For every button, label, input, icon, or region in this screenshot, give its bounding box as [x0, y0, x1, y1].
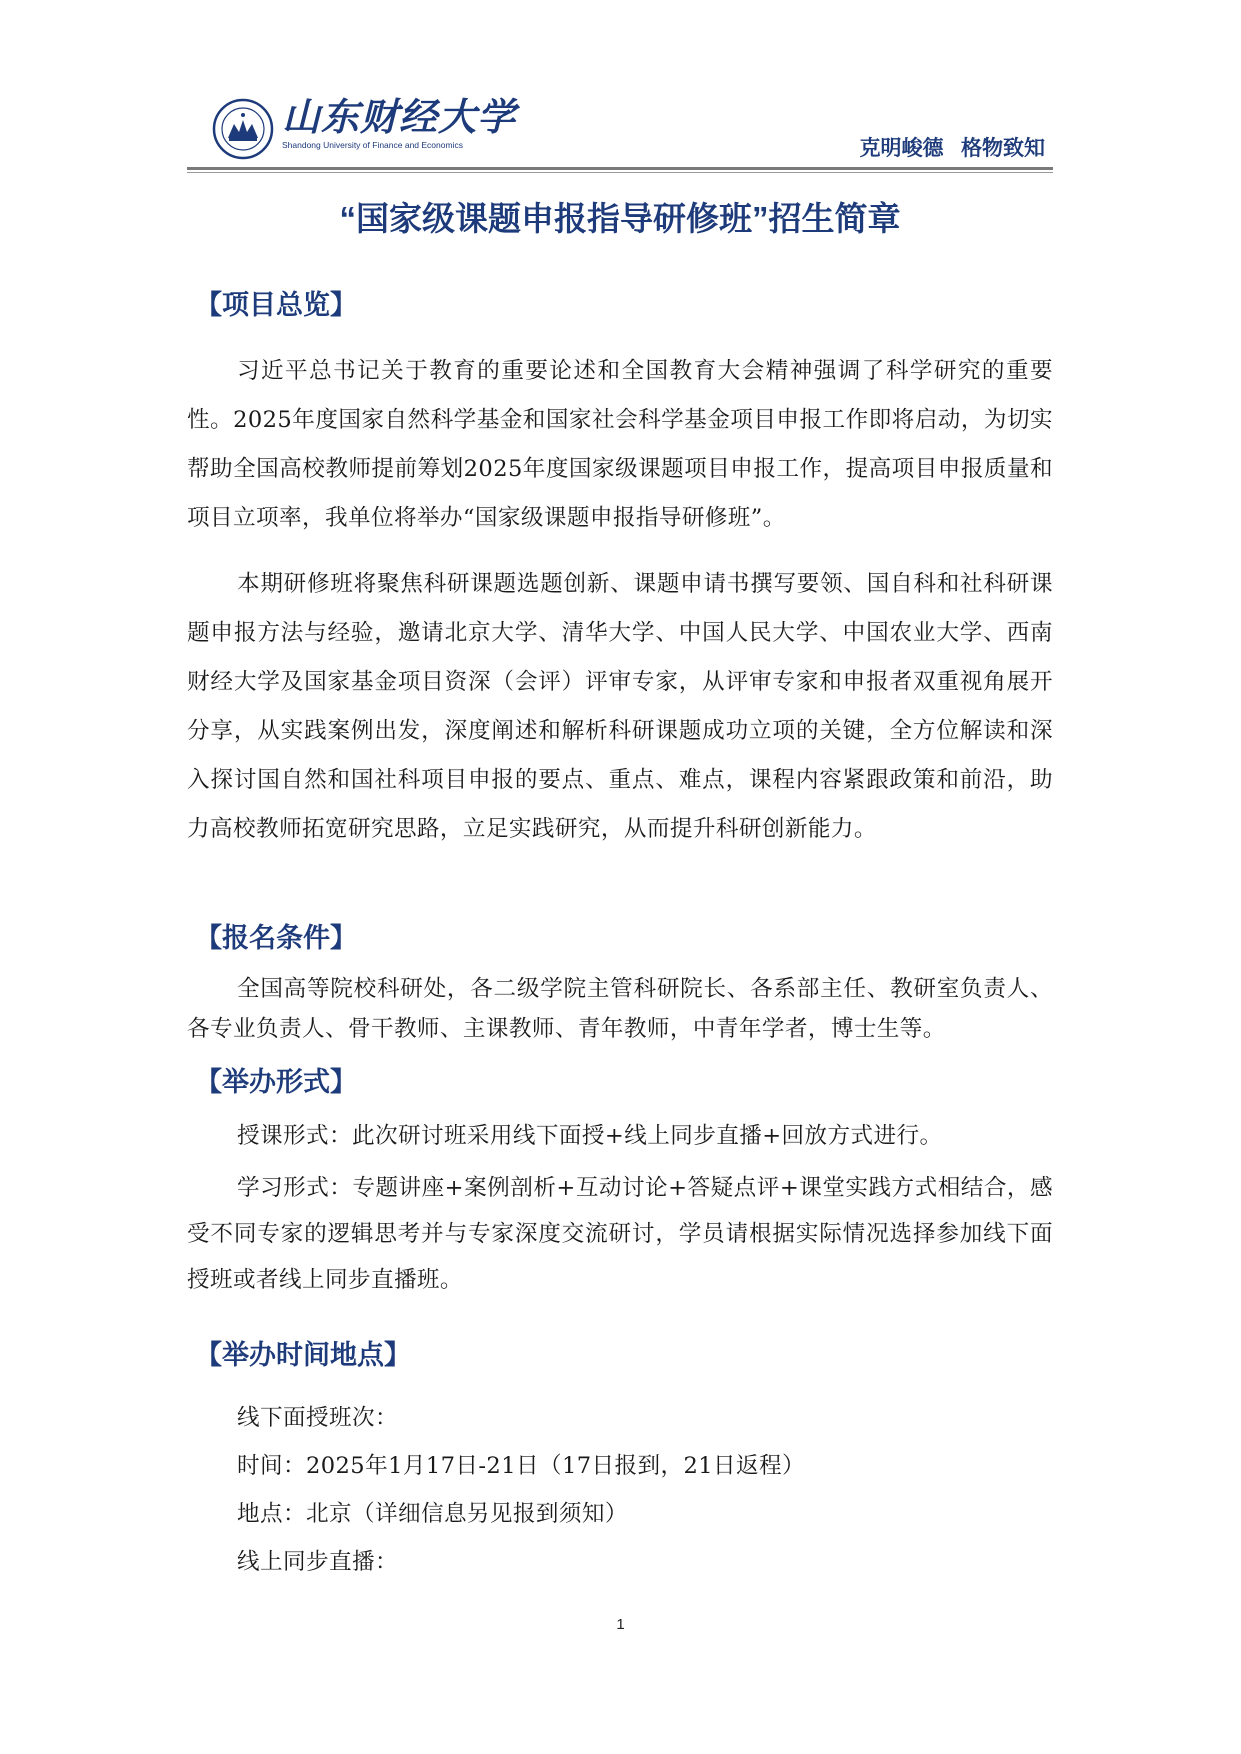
eligibility-paragraph: 全国高等院校科研处，各二级学院主管科研院长、各系部主任、教研室负责人、各专业负责人、骨干教师、主课教师、青年教师，中青年学者，博士生等。: [187, 976, 1053, 1042]
overview-paragraph-1: 习近平总书记关于教育的重要论述和全国教育大会精神强调了科学研究的重要性。2025年度国家自然科学基金和国家社会科学基金项目申报工作即将启动，为切实帮助全国高校教师提前筹划2025年度国家级课题项目申报工作，提高项目申报质量和项目立项率，我单位将举办“国家级课题申报指导研修班”。: [187, 358, 1053, 531]
university-logo: [212, 94, 517, 165]
section-heading-schedule: 【举办时间地点】: [195, 1340, 411, 1370]
university-seal-icon: [212, 98, 274, 160]
schedule-online-label: 线上同步直播：: [237, 1549, 398, 1575]
format-teaching: 授课形式：此次研讨班采用线下面授+线上同步直播+回放方式进行。: [237, 1123, 943, 1149]
section-heading-overview: 【项目总览】: [195, 290, 357, 320]
schedule-offline-label: 线下面授班次：: [237, 1405, 398, 1431]
page-number: 1: [616, 1616, 625, 1633]
university-motto: 克明峻德 格物致知: [859, 137, 1045, 160]
page-header: [187, 95, 1053, 175]
university-name-cn: 山东财经大学: [282, 94, 517, 139]
section-heading-eligibility: 【报名条件】: [195, 923, 357, 953]
schedule-time: 时间：2025年1月17日-21日（17日报到，21日返程）: [237, 1453, 806, 1479]
header-divider: [187, 167, 1053, 170]
overview-paragraph-2: 本期研修班将聚焦科研课题选题创新、课题申请书撰写要领、国自科和社科研课题申报方法与经验，邀请北京大学、清华大学、中国人民大学、中国农业大学、西南财经大学及国家基金项目资深（会评）评审专家，从评审专家和申报者双重视角展开分享，从实践案例出发，深度阐述和解析科研课题成功立项的关键，全方位解读和深入探讨国自然和国社科项目申报的要点、重点、难点，课程内容紧跟政策和前沿，助力高校教师拓宽研究思路，立足实践研究，从而提升科研创新能力。: [187, 571, 1053, 842]
university-name-en: Shandong University of Finance and Economics: [282, 140, 463, 150]
schedule-place: 地点：北京（详细信息另见报到须知）: [237, 1501, 628, 1527]
section-heading-format: 【举办形式】: [195, 1067, 357, 1097]
format-learning: 学习形式：专题讲座+案例剖析+互动讨论+答疑点评+课堂实践方式相结合，感受不同专家的逻辑思考并与专家深度交流研讨，学员请根据实际情况选择参加线下面授班或者线上同步直播班。: [187, 1175, 1053, 1293]
header-divider-thin: [187, 172, 1053, 173]
document-title: “国家级课题申报指导研修班”招生简章: [339, 200, 901, 237]
